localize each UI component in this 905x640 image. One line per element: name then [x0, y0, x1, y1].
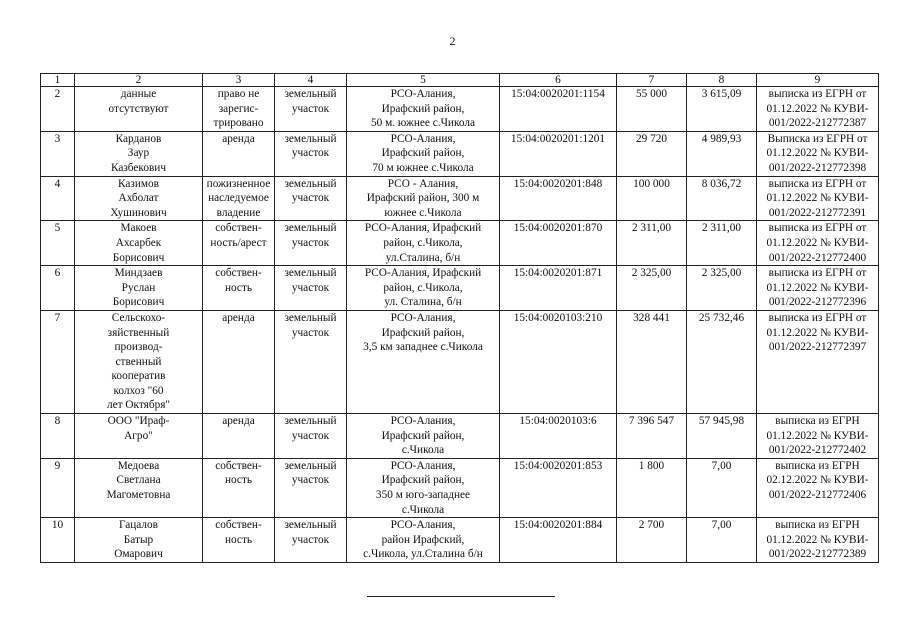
cell-text-line: РСО-Алания,	[390, 132, 456, 145]
cell-text-line: Ирафский район,	[381, 102, 465, 115]
cell-text-line: земельный	[284, 459, 337, 472]
table-row	[41, 310, 879, 413]
cell-text-line: выписка из ЕГРН	[775, 459, 860, 472]
cell-text-line: участок	[291, 192, 330, 205]
right-type-cell	[203, 221, 275, 266]
cell-text-line: РСО-Алания,	[390, 88, 456, 100]
cell-text-line: лет Октября"	[106, 399, 171, 412]
cell-text-line: данные	[120, 88, 157, 100]
table-row	[41, 518, 879, 563]
cell-text-line: 001/2022-212772406	[768, 489, 867, 502]
cell-text-line: Светлана	[116, 474, 161, 487]
cell-text-line: выписка из ЕГРН	[775, 519, 860, 532]
source-document-cell	[757, 518, 879, 563]
cell-text-line: участок	[291, 533, 330, 546]
header-row	[41, 74, 879, 87]
cell-text-line: земельный	[284, 519, 337, 532]
table-row	[41, 87, 879, 132]
header-cell: 8	[687, 74, 757, 87]
table-row	[41, 414, 879, 459]
area-cell: 29 720	[617, 131, 687, 176]
address-cell	[347, 266, 500, 311]
cell-text-line: РСО-Алания, Ирафский	[364, 267, 482, 280]
cell-text-line: зяйственный	[107, 326, 170, 339]
cell-text-line: РСО-Алания,	[390, 459, 456, 472]
cell-text-line: 001/2022-212772398	[768, 161, 867, 174]
source-document-cell	[757, 458, 879, 517]
row-number-cell: 6	[41, 266, 75, 311]
address-cell	[347, 131, 500, 176]
land-plots-table	[40, 73, 879, 563]
address-cell	[347, 518, 500, 563]
cell-text-line: 01.12.2022 № КУВИ-	[766, 236, 869, 249]
cadastral-number-cell: 15:04:0020201:1201	[500, 131, 617, 176]
address-cell	[347, 458, 500, 517]
cell-text-line: аренда	[222, 311, 255, 324]
cadastral-cost-cell: 4 989,93	[687, 131, 757, 176]
cell-text-line: земельный	[284, 177, 337, 190]
cadastral-cost-cell: 2 325,00	[687, 266, 757, 311]
cell-text-line: Заур	[127, 147, 150, 160]
right-type-cell	[203, 87, 275, 132]
cell-text-line: право не	[217, 88, 260, 100]
cell-text-line: 01.12.2022 № КУВИ-	[766, 147, 869, 160]
cell-text-line: РСО-Алания,	[390, 519, 456, 532]
cell-text-line: 01.12.2022 № КУВИ-	[766, 102, 869, 115]
cell-text-line: кооператив	[111, 370, 166, 383]
owner-cell	[75, 518, 203, 563]
cell-text-line: колхоз "60	[113, 384, 164, 397]
source-document-cell	[757, 266, 879, 311]
cell-text-line: Магометовна	[106, 489, 171, 502]
owner-cell	[75, 176, 203, 221]
cell-text-line: Казбекович	[110, 161, 167, 174]
right-type-cell	[203, 266, 275, 311]
cell-text-line: ность	[224, 533, 253, 546]
cadastral-cost-cell: 7,00	[687, 458, 757, 517]
cell-text-line: выписка из ЕГРН от	[768, 311, 867, 324]
address-cell	[347, 310, 500, 413]
address-cell	[347, 87, 500, 132]
address-cell	[347, 176, 500, 221]
cell-text-line: Сельскохо-	[111, 311, 166, 324]
cell-text-line: РСО-Алания,	[390, 415, 456, 428]
cell-text-line: выписка из ЕГРН от	[768, 267, 867, 280]
cadastral-number-cell: 15:04:0020103:6	[500, 414, 617, 459]
row-number-cell: 5	[41, 221, 75, 266]
right-type-cell	[203, 176, 275, 221]
cell-text-line: 01.12.2022 № КУВИ-	[766, 192, 869, 205]
cadastral-number-cell: 15:04:0020201:848	[500, 176, 617, 221]
source-document-cell	[757, 176, 879, 221]
header-cell: 1	[41, 74, 75, 87]
cell-text-line: 001/2022-212772400	[768, 251, 867, 264]
cell-text-line: 02.12.2022 № КУВИ-	[766, 474, 869, 487]
cell-text-line: выписка из ЕГРН от	[768, 222, 867, 235]
cell-text-line: ность	[224, 474, 253, 487]
cell-text-line: РСО-Алания, Ирафский	[364, 222, 482, 235]
cell-text-line: Медоева	[117, 459, 160, 472]
table-row	[41, 176, 879, 221]
cadastral-cost-cell: 25 732,46	[687, 310, 757, 413]
cell-text-line: ул.Сталина, б/н	[385, 251, 461, 264]
source-document-cell	[757, 414, 879, 459]
cell-text-line: ул. Сталина, б/н	[384, 296, 462, 309]
address-cell	[347, 414, 500, 459]
object-type-cell	[275, 310, 347, 413]
cadastral-cost-cell: 7,00	[687, 518, 757, 563]
header-cell: 7	[617, 74, 687, 87]
cell-text-line: зарегис-	[218, 102, 259, 115]
row-number-cell: 8	[41, 414, 75, 459]
area-cell: 2 325,00	[617, 266, 687, 311]
row-number-cell: 3	[41, 131, 75, 176]
cell-text-line: с.Чикола	[401, 444, 445, 457]
cell-text-line: земельный	[284, 88, 337, 100]
object-type-cell	[275, 87, 347, 132]
cell-text-line: аренда	[222, 415, 255, 428]
row-number-cell: 4	[41, 176, 75, 221]
cell-text-line: Батыр	[123, 533, 154, 546]
cadastral-number-cell: 15:04:0020201:1154	[500, 87, 617, 132]
row-number-cell: 7	[41, 310, 75, 413]
cell-text-line: Ирафский район,	[381, 429, 465, 442]
header-cell: 2	[75, 74, 203, 87]
cell-text-line: 001/2022-212772397	[768, 341, 867, 354]
cell-text-line: Макоев	[120, 222, 157, 235]
cell-text-line: Миндзаев	[114, 267, 163, 280]
object-type-cell	[275, 131, 347, 176]
header-cell: 5	[347, 74, 500, 87]
cell-text-line: 70 м южнее с.Чикола	[372, 161, 474, 174]
cell-text-line: трировано	[213, 117, 264, 130]
row-number-cell: 10	[41, 518, 75, 563]
cell-text-line: ность/арест	[210, 236, 267, 249]
cell-text-line: участок	[291, 281, 330, 294]
cell-text-line: ООО "Ираф-	[107, 415, 170, 428]
table-row	[41, 458, 879, 517]
cell-text-line: собствен-	[215, 519, 262, 532]
table-row	[41, 266, 879, 311]
right-type-cell	[203, 518, 275, 563]
cell-text-line: Гацалов	[118, 519, 159, 532]
cell-text-line: 01.12.2022 № КУВИ-	[766, 326, 869, 339]
owner-cell	[75, 414, 203, 459]
cell-text-line: Выписка из ЕГРН от	[767, 132, 868, 145]
owner-cell	[75, 310, 203, 413]
owner-cell	[75, 458, 203, 517]
cell-text-line: участок	[291, 326, 330, 339]
cell-text-line: южнее с.Чикола	[384, 206, 462, 219]
object-type-cell	[275, 518, 347, 563]
right-type-cell	[203, 458, 275, 517]
cell-text-line: 001/2022-212772396	[768, 296, 867, 309]
cell-text-line: 3,5 км западнее с.Чикола	[363, 341, 483, 354]
cell-text-line: с.Чикола	[401, 503, 445, 516]
cell-text-line: участок	[291, 474, 330, 487]
cell-text-line: район, с.Чикола,	[383, 236, 463, 249]
cell-text-line: аренда	[222, 132, 255, 145]
cell-text-line: Ирафский район,	[381, 147, 465, 160]
row-number-cell: 9	[41, 458, 75, 517]
cell-text-line: наследуемое	[208, 192, 269, 205]
cell-text-line: 001/2022-212772389	[768, 548, 867, 561]
cell-text-line: с.Чикола, ул.Сталина б/н	[363, 548, 483, 561]
header-cell: 3	[203, 74, 275, 87]
object-type-cell	[275, 176, 347, 221]
header-cell: 9	[757, 74, 879, 87]
cell-text-line: 001/2022-212772391	[768, 206, 867, 219]
cell-text-line: район Ирафский,	[381, 533, 465, 546]
cell-text-line: Хушинович	[110, 206, 167, 219]
cell-text-line: Ирафский район, 300 м	[366, 192, 480, 205]
table-row	[41, 131, 879, 176]
cell-text-line: выписка из ЕГРН	[775, 415, 860, 428]
cell-text-line: Борисович	[112, 296, 165, 309]
cell-text-line: Ирафский район,	[381, 474, 465, 487]
cell-text-line: Ахболат	[118, 192, 159, 205]
cell-text-line: Агро"	[124, 429, 153, 442]
cell-text-line: участок	[291, 147, 330, 160]
cell-text-line: Карданов	[115, 132, 162, 145]
object-type-cell	[275, 458, 347, 517]
object-type-cell	[275, 266, 347, 311]
cell-text-line: РСО-Алания,	[390, 311, 456, 324]
cell-text-line: РСО - Алания,	[387, 177, 459, 190]
cadastral-number-cell: 15:04:0020201:853	[500, 458, 617, 517]
cadastral-cost-cell: 2 311,00	[687, 221, 757, 266]
area-cell: 1 800	[617, 458, 687, 517]
cell-text-line: выписка из ЕГРН от	[768, 177, 867, 190]
cell-text-line: земельный	[284, 415, 337, 428]
address-cell	[347, 221, 500, 266]
cadastral-cost-cell: 57 945,98	[687, 414, 757, 459]
area-cell: 7 396 547	[617, 414, 687, 459]
area-cell: 2 700	[617, 518, 687, 563]
cell-text-line: выписка из ЕГРН от	[768, 88, 867, 100]
owner-cell	[75, 87, 203, 132]
cell-text-line: 01.12.2022 № КУВИ-	[766, 281, 869, 294]
cadastral-cost-cell: 3 615,09	[687, 87, 757, 132]
owner-cell	[75, 131, 203, 176]
cell-text-line: земельный	[284, 132, 337, 145]
cadastral-number-cell: 15:04:0020201:870	[500, 221, 617, 266]
right-type-cell	[203, 414, 275, 459]
owner-cell	[75, 266, 203, 311]
area-cell: 55 000	[617, 87, 687, 132]
cell-text-line: ность	[224, 281, 253, 294]
cell-text-line: земельный	[284, 222, 337, 235]
object-type-cell	[275, 221, 347, 266]
right-type-cell	[203, 310, 275, 413]
cadastral-cost-cell: 8 036,72	[687, 176, 757, 221]
cell-text-line: Руслан	[121, 281, 156, 294]
object-type-cell	[275, 414, 347, 459]
cell-text-line: 001/2022-212772402	[768, 444, 867, 457]
cell-text-line: собствен-	[215, 267, 262, 280]
cell-text-line: Казимов	[117, 177, 160, 190]
area-cell: 100 000	[617, 176, 687, 221]
cell-text-line: участок	[291, 102, 330, 115]
cell-text-line: участок	[291, 429, 330, 442]
cell-text-line: 50 м. южнее с.Чикола	[370, 117, 476, 130]
owner-cell	[75, 221, 203, 266]
row-number-cell: 2	[41, 87, 75, 132]
cell-text-line: земельный	[284, 311, 337, 324]
right-type-cell	[203, 131, 275, 176]
table-row	[41, 221, 879, 266]
cell-text-line: собствен-	[215, 459, 262, 472]
cadastral-number-cell: 15:04:0020103:210	[500, 310, 617, 413]
cell-text-line: 01.12.2022 № КУВИ-	[766, 429, 869, 442]
cadastral-number-cell: 15:04:0020201:884	[500, 518, 617, 563]
cell-text-line: 001/2022-212772387	[768, 117, 867, 130]
cell-text-line: Борисович	[112, 251, 165, 264]
cell-text-line: 350 м юго-западнее	[375, 489, 471, 502]
cell-text-line: земельный	[284, 267, 337, 280]
source-document-cell	[757, 310, 879, 413]
cell-text-line: Ирафский район,	[381, 326, 465, 339]
cadastral-number-cell: 15:04:0020201:871	[500, 266, 617, 311]
area-cell: 2 311,00	[617, 221, 687, 266]
cell-text-line: Омарович	[114, 548, 163, 561]
cell-text-line: производ-	[114, 341, 163, 354]
page-number: 2	[449, 34, 456, 48]
cell-text-line: ственный	[115, 355, 162, 368]
source-document-cell	[757, 87, 879, 132]
area-cell: 328 441	[617, 310, 687, 413]
cell-text-line: владение	[216, 206, 261, 219]
cell-text-line: собствен-	[215, 222, 262, 235]
cell-text-line: район, с.Чикола,	[383, 281, 463, 294]
cell-text-line: пожизненное	[206, 177, 271, 190]
cell-text-line: отсутствуют	[108, 102, 169, 115]
cell-text-line: 01.12.2022 № КУВИ-	[766, 533, 869, 546]
header-cell: 4	[275, 74, 347, 87]
cell-text-line: Ахсарбек	[115, 236, 162, 249]
header-cell: 6	[500, 74, 617, 87]
footer-divider	[367, 596, 555, 597]
source-document-cell	[757, 131, 879, 176]
source-document-cell	[757, 221, 879, 266]
cell-text-line: участок	[291, 236, 330, 249]
